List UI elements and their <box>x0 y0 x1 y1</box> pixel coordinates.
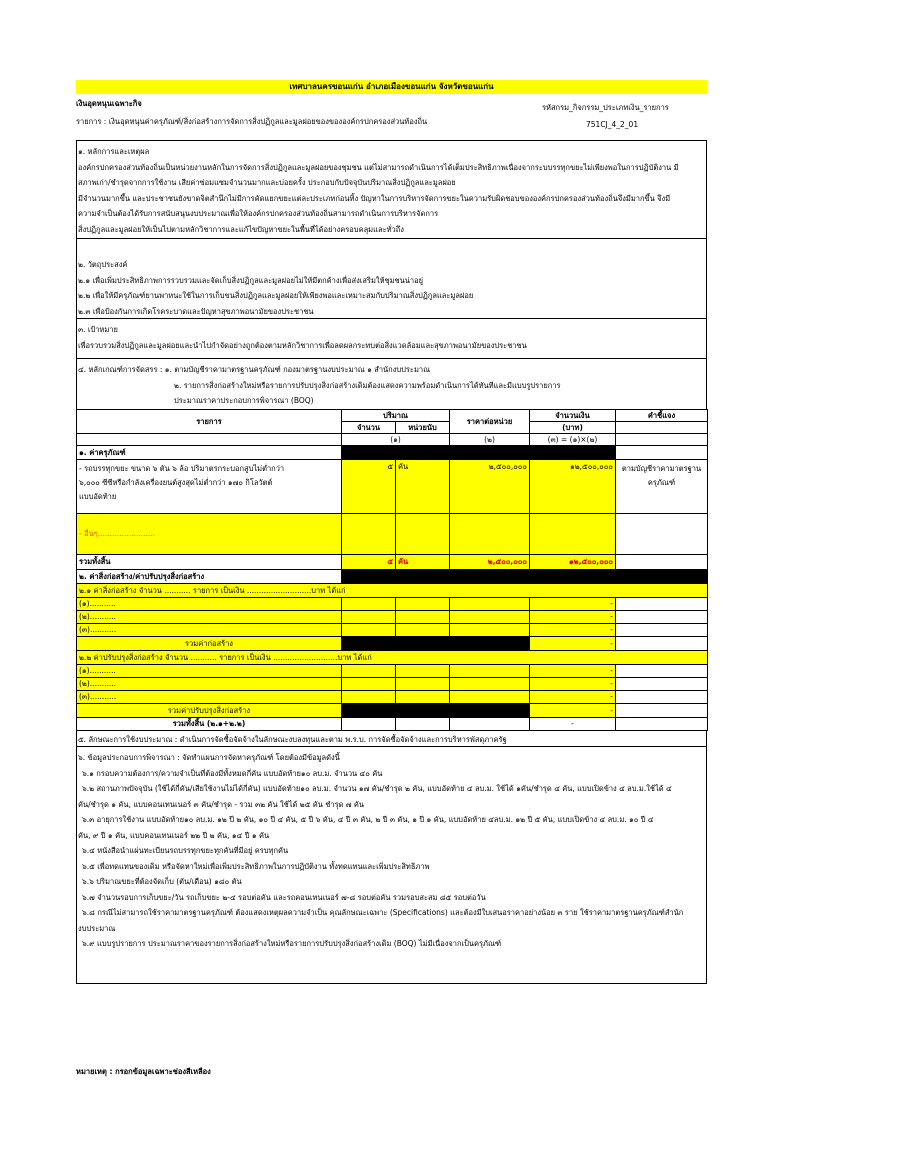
equipment-amount[interactable]: ๑๒,๕๐๐,๐๐๐ <box>530 460 616 514</box>
equipment-qty[interactable]: ๕ <box>342 460 396 514</box>
text-line: ประมาณราคาประกอบการพิจารณา (BOQ) <box>174 396 314 405</box>
equipment-note: ตามบัญชีราคามาตรฐาน ครุภัณฑ์ <box>616 460 708 514</box>
text-line: ๖.๗ จำนวนรอบการเก็บขยะ/วัน รถเก็บขยะ ๒-๔ รอบต่อคัน และรถคอนเทนเนอร์ ๗-๘ รอบต่อคัน รวมรอบสะสม ๘๕ รอบต่อวัน <box>82 892 486 902</box>
other-equipment-item[interactable]: - อื่นๆ........................ <box>77 514 342 555</box>
budget-table <box>76 409 708 731</box>
section-budget-usage <box>76 731 707 746</box>
section-target <box>76 318 707 358</box>
text-line: ๕. ลักษณะการใช้งบประมาณ : ดำเนินการจัดซื้อจัดจ้างในลักษณะงบลงทุนและตาม พ.ร.บ. การจัดซื้อจัดจ้างและการบริหารพัสดุภาครัฐ <box>78 735 507 744</box>
renovation-subgroup[interactable]: ๒.๒ ค่าปรับปรุงสิ่งก่อสร้าง จำนวน ........... รายการ เป็นเงิน ...........................บาท ได้แก่ <box>77 651 708 665</box>
text-line: คัน, ๙ ปี ๑ คัน, แบบคอนเทนเนอร์ ๒๒ ปี ๒ คัน, ๑๔ ปี ๑ คัน <box>78 830 270 840</box>
renovation-row[interactable]: (๓)........... <box>77 691 342 704</box>
amount-dash: - <box>530 691 616 704</box>
group1-total-price: ๒,๕๐๐,๐๐๐ <box>450 555 530 570</box>
code-label: รหัสกรม_กิจกรรม_ประเภทเงิน_รายการ <box>542 103 669 112</box>
group-title: ๑. ค่าครุภัณฑ์ <box>77 446 342 460</box>
col-qty-header: ปริมาณ <box>342 410 450 422</box>
amount-dash: - <box>530 718 616 731</box>
code-value: 751CJ_4_2_01 <box>586 120 639 129</box>
col-item-header: รายการ <box>77 410 342 434</box>
text-line: องค์กรปกครองส่วนท้องถิ่นเป็นหน่วยงานหลักในการจัดการสิ่งปฏิกูลและมูลฝอยของชุมชน แต่ไม่สามารถดำเนินการได้เต็มประสิทธิภาพเนื่องจากระบบรรทุกขยะไม่เพียงพอในการปฏิบัติงาน มี <box>78 162 679 172</box>
text-line: ๒.๒ เพื่อให้มีครุภัณฑ์ยานพาหนะใช้ในการเก็บขนสิ่งปฏิกูลและมูลฝอยให้เพียงพอและเหมาะสมกับปริมาณสิ่งปฏิกูลและมูลฝอย <box>78 291 474 300</box>
section-heading: ๓. เป้าหมาย <box>78 325 118 334</box>
amount-dash: - <box>530 598 616 611</box>
text-line: เพื่อรวบรวมสิ่งปฏิกูลและมูลฝอยและนำไปกำจัดอย่างถูกต้องตามหลักวิชาการเพื่อลดผลกระทบต่อสิ่งแวดล้อมและสุขภาพอนามัยของประชาชน <box>78 340 527 350</box>
section-objectives <box>76 238 707 318</box>
construction-row[interactable]: (๒)........... <box>77 611 342 624</box>
text-line: ๔. หลักเกณฑ์การจัดสรร : ๑. ตามบัญชีราคามาตรฐานครุภัณฑ์ กองมาตรฐานงบประมาณ ๑ สำนักงบประมาณ <box>78 365 431 374</box>
renovation-row[interactable]: (๑)........... <box>77 665 342 678</box>
col-amount-header: จำนวนเงิน <box>530 410 616 422</box>
text-line: ๖.๙ แบบรูปรายการ ประมาณราคาของรายการสิ่งก่อสร้างใหม่หรือรายการปรับปรุงสิ่งก่อสร้างเดิม (BOQ) ไม่มีเนื่องจากเป็นครุภัณฑ์ <box>82 939 502 948</box>
renovation-total-label: รวมค่าปรับปรุงสิ่งก่อสร้าง <box>77 704 342 718</box>
text-line: สิ่งปฏิกูลและมูลฝอยให้เป็นไปตามหลักวิชาการและแก้ไขปัญหาขยะในพื้นที่ได้อย่างครอบคลุมและทั่วถึง <box>78 224 404 234</box>
col-qty-num-header: จำนวน <box>342 422 396 434</box>
municipality-title: เทศบาลนครขอนแก่น อำเภอเมืองขอนแก่น จังหวัดขอนแก่น <box>76 80 707 94</box>
amount-dash: - <box>530 678 616 691</box>
col-index-3: (๓) = (๑)×(๒) <box>530 434 616 446</box>
renovation-row[interactable]: (๒)........... <box>77 678 342 691</box>
col-amount-unit: (บาท) <box>530 422 616 434</box>
section-heading: ๑. หลักการและเหตุผล <box>78 147 150 156</box>
section-supporting-data <box>76 746 707 984</box>
text-line: ๒. รายการสิ่งก่อสร้างใหม่หรือรายการปรับปรุงสิ่งก่อสร้างเดิมต้องแสดงความพร้อมดำเนินการได้ทันทีและมีแบบรูปรายการ <box>174 380 561 390</box>
form-header <box>76 94 707 140</box>
text-line: งบประมาณ <box>78 923 116 933</box>
section-heading: ๒. วัตถุประสงค์ <box>78 260 128 269</box>
construction-row[interactable]: (๓)........... <box>77 624 342 637</box>
amount-dash: - <box>530 624 616 637</box>
text-line: มีจำนวนมากขึ้น และประชาชนยังขาดจิตสำนึกไม่มีการคัดแยกขยะแต่ละประเภทก่อนทิ้ง ปัญหาในการบริหารจัดการขยะในความรับผิดชอบขององค์กรปกครองส่วนท้องถิ่นจึงมีมากขึ้น จึงมี <box>78 193 671 203</box>
amount-dash: - <box>530 665 616 678</box>
amount-dash: - <box>530 637 616 651</box>
construction-row[interactable]: (๑)........... <box>77 598 342 611</box>
group1-total-amount: ๑๒,๕๐๐,๐๐๐ <box>530 555 616 570</box>
col-note-header: คำชี้แจง <box>616 410 708 422</box>
equipment-price[interactable]: ๒,๕๐๐,๐๐๐ <box>450 460 530 514</box>
col-qty-unit-header: หน่วยนับ <box>396 422 450 434</box>
construction-total-label: รวมค่าก่อสร้าง <box>77 637 342 651</box>
group1-total-unit: คัน <box>396 555 450 570</box>
section-heading: ๖. ข้อมูลประกอบการพิจารณา : จัดทำแผนการจัดหาครุภัณฑ์ โดยต้องมีข้อมูลดังนี้ <box>78 753 340 762</box>
amount-dash: - <box>530 704 616 718</box>
subsidy-type: เงินอุดหนุนเฉพาะกิจ <box>76 99 142 108</box>
text-line: ๖.๓ อายุการใช้งาน แบบอัดท้าย๑๐ ลบ.ม. ๑๒ ปี ๒ คัน, ๑๐ ปี ๔ คัน, ๕ ปี ๖ คัน, ๔ ปี ๓ คัน, ๒ ปี ๓ คัน, ๑ ปี ๑ คัน, แบบอัดท้าย ๔ลบ.ม. ๑๒ ปี ๕ คัน, แบบเปิดข้าง ๔ ลบ.ม. ๑๐ ปี ๔ <box>82 815 654 824</box>
col-index-2: (๒) <box>450 434 530 446</box>
footnote: หมายเหตุ : กรอกข้อมูลเฉพาะช่องสีเหลือง <box>76 1067 211 1076</box>
budget-form <box>76 80 707 984</box>
text-line: คัน/ชำรุด ๑ คัน, แบบคอนเทนเนอร์ ๓ คัน/ชำรุด - รวม ๓๒ คัน ใช้ได้ ๒๕ คัน ชำรุด ๗ คัน <box>78 799 365 809</box>
group1-total-qty: ๕ <box>342 555 396 570</box>
col-index-1: (๑) <box>342 434 450 446</box>
group-title: ๒. ค่าสิ่งก่อสร้าง/ค่าปรับปรุงสิ่งก่อสร้าง <box>77 570 342 584</box>
item-line: รายการ : เงินอุดหนุนค่าครุภัณฑ์/สิ่งก่อสร้างการจัดการสิ่งปฏิกูลและมูลฝอยของขององค์กรปกครองส่วนท้องถิ่น <box>76 117 428 126</box>
amount-dash: - <box>530 611 616 624</box>
text-line: ๖.๔ หนังสือนำแผ่นทะเบียนรถบรรทุกขยะทุกคันที่มีอยู่ ครบทุกคัน <box>82 846 289 855</box>
text-line: ๖.๒ สถานภาพปัจจุบัน (ใช้ได้กี่คัน/เสียใช้งานไม่ได้กี่คัน) แบบอัดท้าย๑๐ ลบ.ม. จำนวน ๑๗ คัน/ชำรุด ๒ คัน, แบบอัดท้าย ๔ ลบ.ม. ใช้ได้ ๑คัน/ชำรุด ๔ คัน, แบบเปิดข้าง ๔ ลบ.ม.ใช้ได้ ๔ <box>82 784 672 793</box>
group2-total-label: รวมทั้งสิ้น (๒.๑+๒.๒) <box>77 718 342 731</box>
group1-total-label: รวมทั้งสิ้น <box>77 555 342 570</box>
section-criteria <box>76 358 707 409</box>
text-line: ๒.๓ เพื่อป้องกันการเกิดโรคระบาดและปัญหาสุขภาพอนามัยของประชาชน <box>78 306 314 316</box>
equipment-item: - รถบรรทุกขยะ ขนาด ๖ ตัน ๖ ล้อ ปริมาตรกระบอกสูบไม่ต่ำกว่า ๖,๐๐๐ ซีซีหรือกำลังเครื่องยนต์สูงสุดไม่ต่ำกว่า ๑๗๐ กิโลวัตต์ แบบอัดท้าย <box>77 460 342 514</box>
equipment-unit[interactable]: คัน <box>396 460 450 514</box>
text-line: ๖.๕ เพื่อทดแทนของเดิม หรือจัดหาใหม่เพื่อเพิ่มประสิทธิภาพในการปฏิบัติงาน ทั้งทดแทนและเพิ่มประสิทธิภาพ <box>82 861 430 871</box>
text-line: ๖.๑ กรอบความต้องการ/ความจำเป็นที่ต้องมีทั้งหมดกี่คัน แบบอัดท้าย๑๐ ลบ.ม. จำนวน ๔๐ คัน <box>82 768 383 778</box>
construction-subgroup[interactable]: ๒.๑ ค่าสิ่งก่อสร้าง จำนวน ........... รายการ เป็นเงิน ...........................บาท ได้แก่ <box>77 584 708 598</box>
text-line: ๒.๑ เพื่อเพิ่มประสิทธิภาพการรวบรวมและจัดเก็บสิ่งปฏิกูลและมูลฝอยไม่ให้มีตกค้างเพื่อส่งเสริมให้ชุมชนน่าอยู่ <box>78 275 423 285</box>
section-rationale <box>76 140 707 238</box>
text-line: ๖.๖ ปริมาณขยะที่ต้องจัดเก็บ (ตัน/เดือน) ๑๘๐ ตัน <box>82 877 242 886</box>
text-line: ๖.๘ กรณีไม่สามารถใช้ราคามาตรฐานครุภัณฑ์ ต้องแสดงเหตุผลความจำเป็น คุณลักษณะเฉพาะ (Specifications) และต้องมีใบเสนอราคาอย่างน้อย ๓ ราย ใช้ราคามาตรฐานครุภัณฑ์สำนัก <box>82 908 684 917</box>
col-unit-price-header: ราคาต่อหน่วย <box>450 410 530 434</box>
text-line: สภาพเก่า/ชำรุดจากการใช้งาน เสียค่าซ่อมแซมจำนวนมากและบ่อยครั้ง ประกอบกับปัจจุบันปริมาณสิ่งปฏิกูลและมูลฝอย <box>78 178 456 187</box>
text-line: ความจำเป็นต้องได้รับการสนับสนุนงบประมาณเพื่อให้องค์กรปกครองส่วนท้องถิ่นสามารถดำเนินการบริหารจัดการ <box>78 209 439 218</box>
